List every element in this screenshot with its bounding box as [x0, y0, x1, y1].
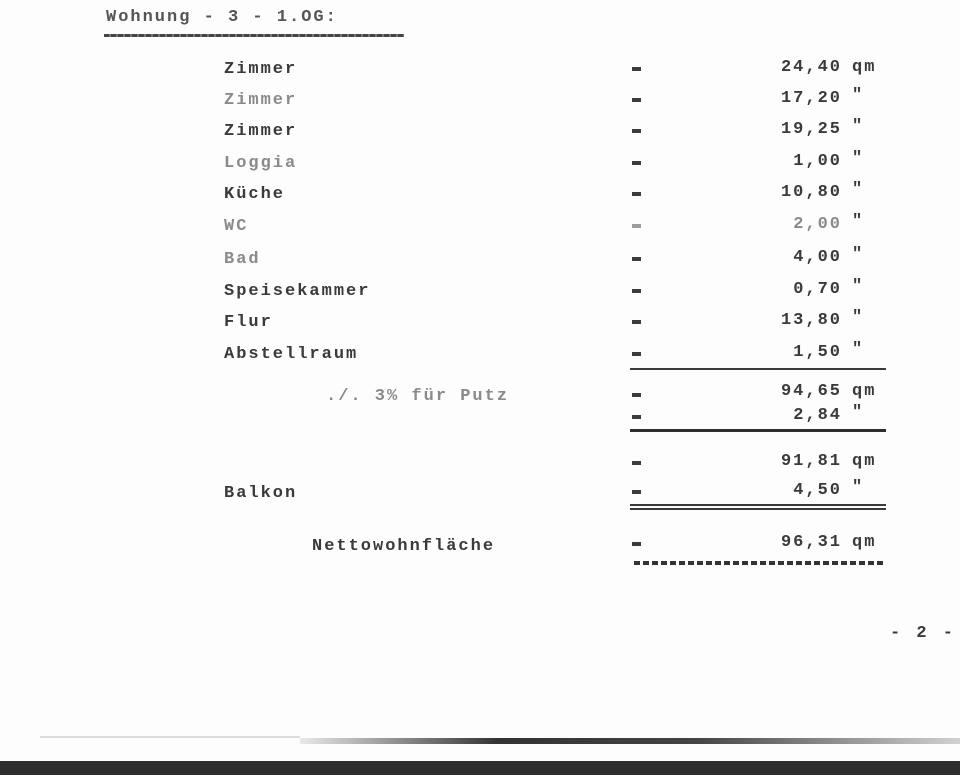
equals-mark	[632, 393, 641, 397]
net-area-value: 96,31	[780, 533, 842, 552]
total-rule-double	[630, 508, 886, 510]
room-label: Abstellraum	[224, 345, 359, 364]
room-area: 1,00	[793, 152, 842, 171]
area-unit: "	[852, 212, 865, 231]
room-label: Loggia	[224, 154, 298, 173]
balcony-area: 4,50	[793, 481, 842, 500]
equals-mark	[632, 352, 641, 356]
after-deduction-area: 91,81	[780, 452, 842, 471]
equals-mark	[632, 320, 641, 324]
room-label: Zimmer	[224, 91, 298, 110]
room-label: Zimmer	[224, 60, 298, 79]
area-unit: "	[852, 308, 865, 327]
equals-mark	[632, 98, 641, 102]
area-unit: qm	[852, 382, 877, 401]
area-unit: "	[852, 245, 865, 264]
subtotal-area: 94,65	[780, 382, 842, 401]
room-label: Bad	[224, 250, 261, 269]
equals-mark	[632, 224, 641, 228]
scan-edge-streak	[300, 738, 960, 744]
room-area: 0,70	[793, 280, 842, 299]
room-area: 13,80	[780, 311, 842, 330]
room-area: 17,20	[780, 89, 842, 108]
area-unit: qm	[852, 452, 877, 471]
room-area: 4,00	[793, 248, 842, 267]
net-area-label: Nettowohnfläche	[312, 537, 496, 556]
area-unit: "	[852, 478, 865, 497]
area-unit: "	[852, 149, 865, 168]
room-label: Zimmer	[224, 122, 298, 141]
room-label: Flur	[224, 313, 273, 332]
equals-mark	[632, 461, 641, 465]
room-area: 19,25	[780, 120, 842, 139]
viewer-bottom-bar	[0, 761, 960, 775]
apartment-heading: Wohnung - 3 - 1.OG:	[106, 8, 338, 27]
sum-rule	[630, 368, 886, 370]
room-label: Speisekammer	[224, 282, 371, 301]
area-unit: "	[852, 340, 865, 359]
area-unit: "	[852, 86, 865, 105]
deduction-label: ./. 3% für Putz	[326, 387, 510, 406]
room-area: 24,40	[780, 58, 842, 77]
room-area: 2,00	[793, 215, 842, 234]
equals-mark	[632, 257, 641, 261]
equals-mark	[632, 289, 641, 293]
balcony-label: Balkon	[224, 484, 298, 503]
equals-mark	[632, 490, 641, 494]
equals-mark	[632, 192, 641, 196]
equals-mark	[632, 161, 641, 165]
difference-rule	[630, 429, 886, 432]
heading-underline	[104, 34, 404, 37]
final-double-rule	[634, 561, 886, 565]
area-unit: "	[852, 180, 865, 199]
deduction-area: 2,84	[793, 406, 842, 425]
room-area: 10,80	[780, 183, 842, 202]
equals-mark	[632, 67, 641, 71]
room-label: WC	[224, 217, 249, 236]
page-number: - 2 -	[890, 624, 957, 643]
area-unit: "	[852, 403, 865, 422]
area-unit: "	[852, 117, 865, 136]
total-rule	[630, 504, 886, 506]
area-unit: "	[852, 277, 865, 296]
room-area: 1,50	[793, 343, 842, 362]
area-unit: qm	[852, 58, 877, 77]
equals-mark	[632, 542, 641, 546]
room-label: Küche	[224, 185, 286, 204]
scan-edge-faint	[40, 736, 300, 738]
area-unit: qm	[852, 533, 877, 552]
equals-mark	[632, 415, 641, 419]
equals-mark	[632, 129, 641, 133]
